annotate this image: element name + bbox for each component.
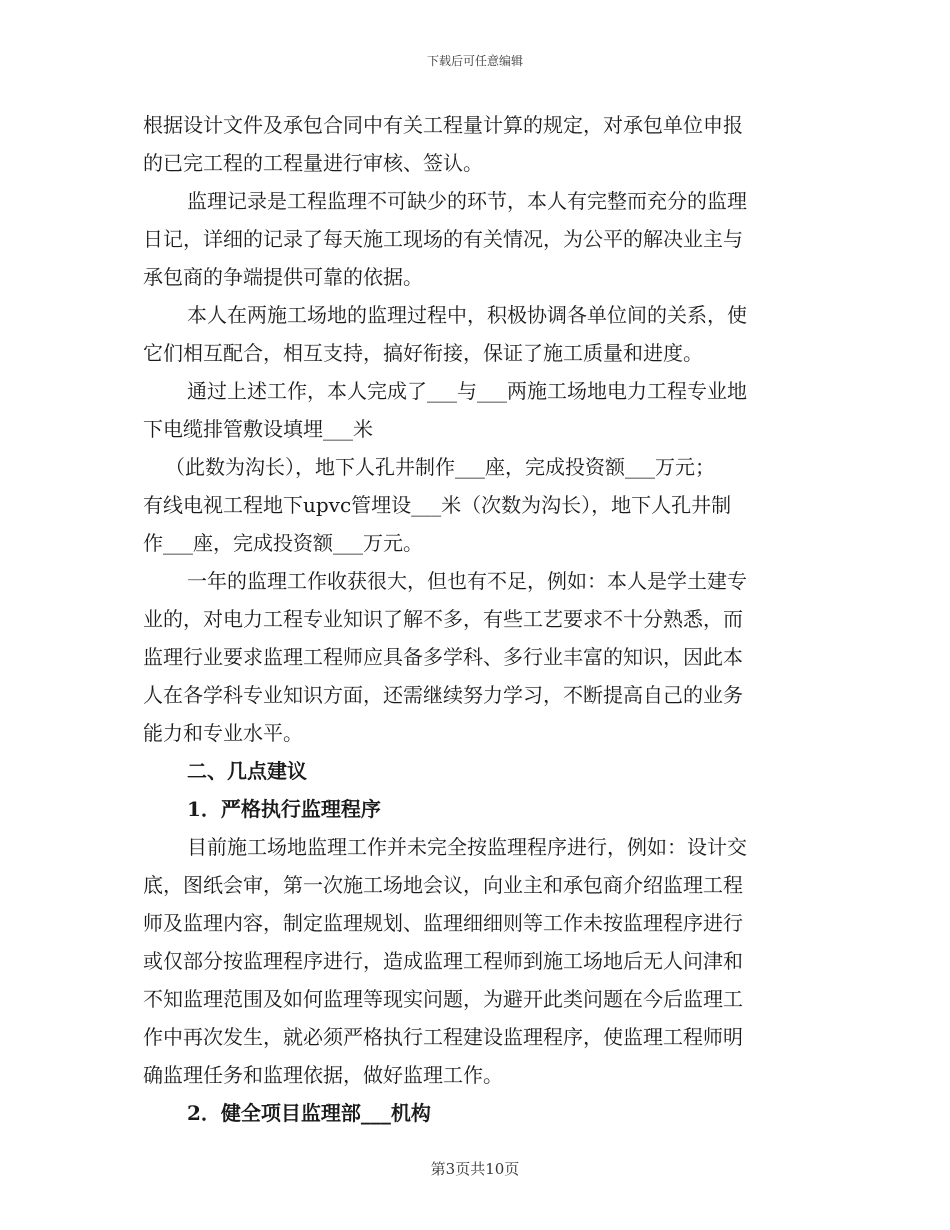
- paragraph-line: 监理记录是工程监理不可缺少的环节，本人有完整而充分的监理: [187, 189, 747, 213]
- paragraph-line: 作___座，完成投资额___万元。: [143, 531, 423, 555]
- paragraph-line: 业的，对电力工程专业知识了解不多，有些工艺要求不十分熟悉，而: [143, 607, 743, 631]
- paragraph-line: 的已完工程的工程量进行审核、签认。: [143, 151, 483, 175]
- paragraph-line: 人在各学科专业知识方面，还需继续努力学习，不断提高自己的业务: [143, 683, 743, 707]
- paragraph-line: 承包商的争端提供可靠的依据。: [143, 265, 423, 289]
- subsection-heading: 1．严格执行监理程序: [187, 797, 381, 821]
- paragraph-line: 通过上述工作，本人完成了___与___两施工场地电力工程专业地: [187, 379, 747, 403]
- paragraph-line: 下电缆排管敷设填埋___米: [143, 417, 373, 441]
- paragraph-line: 本人在两施工场地的监理过程中，积极协调各单位间的关系，使: [187, 303, 747, 327]
- page-number: 第3页共10页: [430, 1160, 520, 1178]
- paragraph-line: 目前施工场地监理工作并未完全按监理程序进行，例如：设计交: [187, 835, 747, 859]
- paragraph-line: 师及监理内容，制定监理规划、监理细细则等工作未按监理程序进行: [143, 911, 743, 935]
- subsection-heading: 2．健全项目监理部___机构: [187, 1101, 431, 1125]
- paragraph-line: 确监理任务和监理依据，做好监理工作。: [143, 1063, 503, 1087]
- paragraph-line: 根据设计文件及承包合同中有关工程量计算的规定，对承包单位申报: [143, 113, 743, 137]
- document-body: [143, 106, 807, 1132]
- paragraph-line: 能力和专业水平。: [143, 721, 303, 745]
- paragraph-line: （此数为沟长），地下人孔井制作___座，完成投资额___万元；: [165, 455, 715, 479]
- paragraph-line: 它们相互配合，相互支持，搞好衔接，保证了施工质量和进度。: [143, 341, 703, 365]
- paragraph-line: 不知监理范围及如何监理等现实问题，为避开此类问题在今后监理工: [143, 987, 743, 1011]
- paragraph-line: 监理行业要求监理工程师应具备多学科、多行业丰富的知识，因此本: [143, 645, 743, 669]
- paragraph-line: 一年的监理工作收获很大，但也有不足，例如：本人是学土建专: [187, 569, 747, 593]
- paragraph-line: 或仅部分按监理程序进行，造成监理工程师到施工场地后无人问津和: [143, 949, 743, 973]
- paragraph-line: 有线电视工程地下upvc管埋设___米（次数为沟长），地下人孔井制: [143, 493, 732, 517]
- paragraph-line: 底，图纸会审，第一次施工场地会议，向业主和承包商介绍监理工程: [143, 873, 743, 897]
- section-heading: 二、几点建议: [187, 759, 307, 783]
- paragraph-line: 日记，详细的记录了每天施工现场的有关情况，为公平的解决业主与: [143, 227, 743, 251]
- header-note: 下载后可任意编辑: [426, 54, 523, 68]
- paragraph-line: 作中再次发生，就必须严格执行工程建设监理程序，使监理工程师明: [143, 1025, 743, 1049]
